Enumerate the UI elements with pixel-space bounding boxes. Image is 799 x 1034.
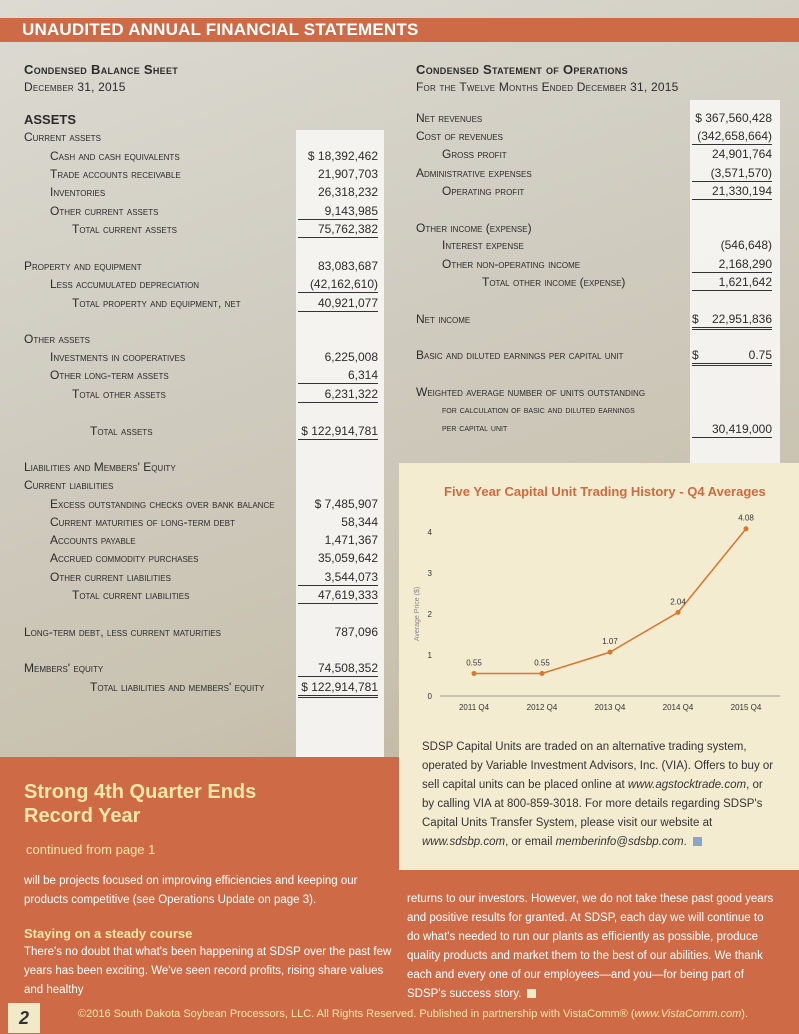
balance_sheet-label: Trade accounts receivable [50,167,181,181]
balance_sheet-label: Less accumulated depreciation [50,277,200,291]
balance_sheet-value: 83,083,687 [317,259,378,273]
info-text-4: . [683,836,687,848]
page-title: UNAUDITED ANNUAL FINANCIAL STATEMENTS [22,20,419,39]
balance_sheet-value: 1,471,367 [324,533,378,547]
balance_sheet-label: Long-term debt, less current maturities [24,625,221,639]
balance_sheet-label: Investments in cooperatives [50,350,186,364]
x-tick-label: 2012 Q4 [526,703,558,712]
balance_sheet-label: Total liabilities and members' equity [90,680,265,694]
assets-heading: ASSETS [24,112,77,127]
sdsbp-link[interactable]: www.sdsbp.com [422,836,506,848]
data-label: 1.07 [602,637,618,647]
balance_sheet-value: (42,162,610) [298,277,378,293]
operations-value: (546,648) [720,238,772,252]
operations-label: Weighted average number of units outstanding [416,385,646,399]
page-number: 2 [8,1003,40,1033]
y-axis-label: Average Price ($) [414,586,421,642]
operations-label: Operating profit [442,184,525,198]
balance_sheet-value: 787,096 [334,625,378,639]
balance_sheet-label: Total current assets [72,222,177,236]
balance_sheet-label: Total assets [90,424,153,438]
operations-label: Administrative expenses [416,166,532,180]
balance_sheet-label: Current assets [24,130,101,144]
balance_sheet-label: Members' equity [24,661,104,675]
email-link[interactable]: memberinfo@sdsbp.com [555,836,684,848]
operations-label: Gross profit [442,147,507,161]
x-tick-label: 2013 Q4 [594,703,626,712]
balance_sheet-label: Cash and cash equivalents [50,149,180,163]
data-point [540,671,545,676]
copyright-text: ©2016 South Dakota Soybean Processors, LLC. All Rights Reserved. Published in partnership with VistaComm® ( [78,1008,635,1020]
end-square-icon [693,837,702,846]
balance_sheet-label: Total current liabilities [72,588,190,602]
balance_sheet-label: Accounts payable [50,533,136,547]
balance_sheet-value: 26,318,232 [317,185,378,199]
vistacomm-link[interactable]: www.VistaComm.com [634,1008,742,1020]
data-label: 4.08 [738,513,754,523]
balance_sheet-label: Accrued commodity purchases [50,551,199,565]
info-text-2: , or by calling VIA at 800-859-3018. For more details regarding SDSP's Capital Units Transfer System, please visit our website at [422,779,763,829]
balance_sheet-label: Property and equipment [24,259,142,273]
operations-value: 24,901,764 [711,147,772,161]
operations-value: (342,658,664) [692,129,772,145]
article-title-line2: Record Year [24,805,141,827]
balance_sheet-label: Other long-term assets [50,368,169,382]
y-tick-label: 4 [427,528,432,537]
balance_sheet-value: 74,508,352 [298,661,378,677]
balance_sheet-value: 75,762,382 [298,222,378,238]
agstocktrade-link[interactable]: www.agstocktrade.com [627,779,747,791]
operations-value: (3,571,570) [692,166,772,182]
operations-value: 1,621,642 [692,275,772,291]
balance_sheet-value: 3,544,073 [298,570,378,586]
article-title-line1: Strong 4th Quarter Ends [24,781,257,803]
balance_sheet-value: 6,314 [298,368,378,384]
balance_sheet-value: 40,921,077 [298,296,378,312]
article-para-2: There's no doubt that what's been happening at SDSP over the past few years has been exciting. We've seen record profits, rising share values and healthy [24,946,392,996]
balance_sheet-label: Other current assets [50,204,159,218]
balance_sheet-value: 6,231,322 [298,387,378,403]
price-history-chart [405,505,795,720]
balance_sheet-label: Inventories [50,185,106,199]
balance_sheet-label: Other current liabilities [50,570,171,584]
x-tick-label: 2015 Q4 [730,703,762,712]
y-tick-label: 2 [427,610,432,619]
operations-label: Net income [416,312,471,326]
continued-label: continued from page 1 [26,842,156,857]
balance_sheet-value: 6,225,008 [324,350,378,364]
balance_sheet-label: Excess outstanding checks over bank balance [50,497,275,511]
operations-label: Other income (expense) [416,221,532,235]
operations-value-prefix: $ [692,348,699,362]
chart-title: Five Year Capital Unit Trading History - Q4 Averages [444,484,766,499]
balance-sheet-title: Condensed Balance Sheet [24,62,179,77]
operations-period: For the Twelve Months Ended December 31, 2015 [416,80,679,94]
data-point [676,610,681,615]
copyright-suffix: ). [741,1008,749,1020]
balance_sheet-label: Total other assets [72,387,166,401]
balance_sheet-value: 9,143,985 [298,204,378,220]
balance_sheet-label: Total property and equipment, net [72,296,241,310]
operations-label: per capital unit [442,422,508,434]
balance_sheet-label: Other assets [24,332,91,346]
operations-label: Other non-operating income [442,257,581,271]
balance_sheet-value: $ 18,392,462 [307,149,378,163]
y-tick-label: 3 [427,569,432,578]
operations-value: 2,168,290 [692,257,772,273]
article-subhead: Staying on a steady course [24,926,193,941]
balance_sheet-label: Current maturities of long-term debt [50,515,235,529]
data-label: 0.55 [466,658,482,668]
operations-value: 0.75 [692,348,772,366]
x-tick-label: 2014 Q4 [662,703,694,712]
operations-value: 21,330,194 [692,184,772,200]
operations-label: Interest expense [442,238,524,252]
data-point [608,650,613,655]
article-para-3-text: returns to our investors. However, we do not take these past good years and positive results for granted. At SDSP, each day we will continue to do what's needed to run our plants as efficiently as possible, produce quality products and market them to the best of our abilities. We thank each and every one of our employees—and you—for being part of SDSP's success story. [407,893,774,1000]
article-title [24,780,256,828]
info-text [422,738,774,852]
balance_sheet-value: $ 7,485,907 [314,497,378,511]
info-text-3: , or email [505,836,556,848]
operations-value: 22,951,836 [692,312,772,330]
y-tick-label: 0 [427,692,432,701]
data-label: 2.04 [670,597,686,607]
x-tick-label: 2011 Q4 [458,703,490,712]
article-para-1: will be projects focused on improving efficiencies and keeping our products competitive (see Operations Update on page 3). [24,875,358,906]
footer-copyright [78,1008,748,1020]
info-text-1: SDSP Capital Units are traded on an alternative trading system, operated by Variable Investment Advisors, Inc. (VIA). Offers to buy or sell capital units can be placed online at [422,741,774,791]
data-point [472,671,477,676]
balance_sheet-value: $ 122,914,781 [298,680,378,698]
balance_sheet-value: $ 122,914,781 [298,424,378,440]
article-para-3 [407,890,775,1004]
operations-label: for calculation of basic and diluted earnings [442,404,635,416]
balance_sheet-value: 47,619,333 [298,588,378,604]
balance_sheet-value: 35,059,642 [317,551,378,565]
y-tick-label: 1 [427,651,432,660]
operations-value: 30,419,000 [692,422,772,438]
balance_sheet-label: Liabilities and Members' Equity [24,460,176,474]
data-point [744,526,749,531]
balance_sheet-label: Current liabilities [24,478,114,492]
balance_sheet-value: 21,907,703 [317,167,378,181]
operations-value: $ 367,560,428 [695,111,772,125]
operations-label: Cost of revenues [416,129,503,143]
end-square-icon [527,989,536,998]
operations-title: Condensed Statement of Operations [416,62,628,77]
operations-label: Net revenues [416,111,483,125]
operations-value-prefix: $ [692,312,699,326]
balance-sheet-date: December 31, 2015 [24,80,126,94]
operations-label: Basic and diluted earnings per capital unit [416,348,624,362]
data-label: 0.55 [534,658,550,668]
operations-label: Total other income (expense) [482,275,626,289]
balance_sheet-value: 58,344 [341,515,378,529]
